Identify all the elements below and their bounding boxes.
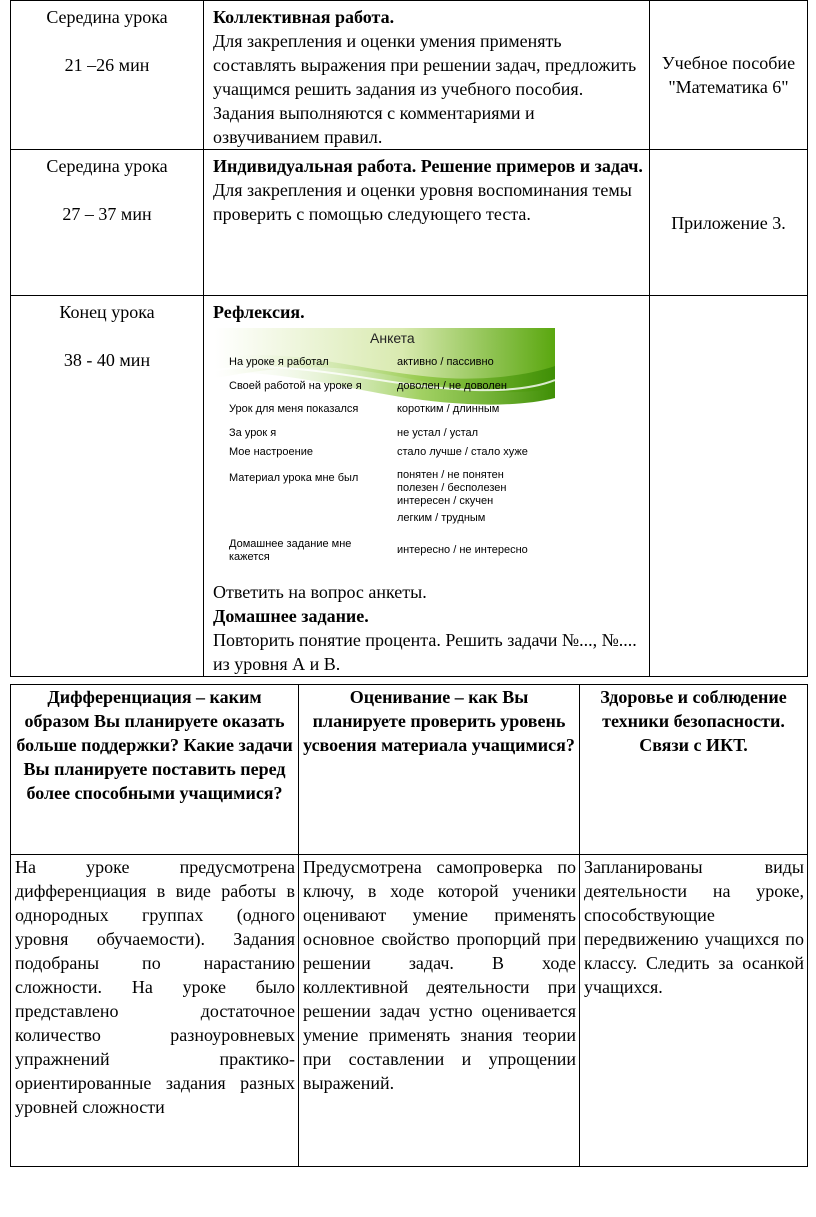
questionnaire-answer: стало лучше / стало хуже [397, 446, 528, 458]
questionnaire-answer: интересно / не интересно [397, 544, 528, 556]
questionnaire-answer: полезен / бесполезен [397, 482, 507, 494]
time-label: 38 - 40 мин [63, 350, 151, 370]
questionnaire-question: На уроке я работал [229, 356, 329, 368]
activity-title: Рефлексия. [213, 302, 305, 322]
health-safety-cell: Запланированы виды деятельности на уроке, способствующие передвижению учащихся по классу. Следить за осанкой учащихся. [580, 855, 808, 1167]
resource-cell [650, 296, 808, 677]
resource-text: Приложение 3. [671, 212, 786, 233]
questionnaire-answer: доволен / не доволен [397, 380, 507, 392]
table-row [11, 855, 808, 1167]
questionnaire-answer: активно / пассивно [397, 356, 494, 368]
activity-text: Для закрепления и оценки уровня воспоминания темы проверить с помощью следующего теста. [213, 180, 632, 224]
activity-cell [204, 296, 650, 677]
questionnaire-answer: легким / трудным [397, 512, 486, 524]
stage-label: Середина урока [46, 7, 168, 27]
assessment-table [10, 684, 808, 1167]
questionnaire-question: Мое настроение [229, 446, 313, 458]
table-row [11, 1, 808, 150]
questionnaire-title: Анкета [370, 330, 415, 346]
activity-title: Индивидуальная работа. Решение примеров и задач. [213, 156, 643, 176]
table-row [11, 150, 808, 296]
homework-text: Повторить понятие процента. Решить задачи №..., №.... из уровня А и В. [213, 630, 637, 674]
questionnaire-question: Домашнее задание мне кажется [229, 538, 352, 563]
stage-label: Середина урока [46, 156, 168, 176]
questionnaire-answer: понятен / не понятен [397, 469, 504, 481]
table-row [11, 296, 808, 677]
activity-cell [204, 1, 650, 150]
homework-title: Домашнее задание. [213, 606, 369, 626]
questionnaire-answer: интересен / скучен [397, 495, 494, 507]
header-assessment: Оценивание – как Вы планируете проверить уровень усвоения материала учащимися? [299, 685, 580, 855]
resource-cell [650, 1, 808, 150]
questionnaire-answer: не устал / устал [397, 427, 479, 439]
questionnaire-answer: коротким / длинным [397, 403, 500, 415]
header-differentiation: Дифференциация – каким образом Вы планируете оказать больше поддержки? Какие задачи Вы планируете поставить перед более способными учащимися? [11, 685, 299, 855]
time-label: 21 –26 мин [64, 55, 150, 75]
questionnaire-question: За урок я [229, 427, 277, 439]
questionnaire-question: Материал урока мне был [229, 472, 359, 484]
stage-cell [11, 1, 204, 150]
activity-title: Коллективная работа. [213, 7, 395, 27]
activity-text: Для закрепления и оценки умения применять составлять выражения при решении задач, предложить учащимся решить задания из учебного пособия. Задания выполняются с комментариями и озвучиванием правил. [213, 31, 637, 147]
answer-instruction: Ответить на вопрос анкеты. [213, 582, 427, 602]
stage-cell [11, 296, 204, 677]
lesson-plan-table [10, 0, 808, 677]
time-label: 27 – 37 мин [62, 204, 152, 224]
resource-text: Учебное пособие "Математика 6" [661, 53, 796, 97]
questionnaire-question: Своей работой на уроке я [229, 380, 362, 392]
stage-label: Конец урока [59, 302, 155, 322]
resource-cell [650, 150, 808, 296]
differentiation-cell: На уроке предусмотрена дифференциация в виде работы в однородных группах (одного уровня обучаемости). Задания подобраны по нарастанию сложности. На уроке было представлено достаточное количество разноуровневых упражнений практико-ориентированные задания разных уровней сложности [11, 855, 299, 1167]
table-header-row [11, 685, 808, 855]
activity-cell [204, 150, 650, 296]
stage-cell [11, 150, 204, 296]
assessment-cell: Предусмотрена самопроверка по ключу, в ходе которой ученики оценивают умение применять основное свойство пропорций при решении задач. В ходе коллективной деятельности при решении задач устно оценивается умение применять знания теории при составлении и упрощении выражений. [299, 855, 580, 1167]
header-health-safety: Здоровье и соблюдение техники безопасности. Связи с ИКТ. [580, 685, 808, 855]
questionnaire-question: Урок для меня показался [229, 403, 359, 415]
questionnaire-image [215, 328, 555, 578]
